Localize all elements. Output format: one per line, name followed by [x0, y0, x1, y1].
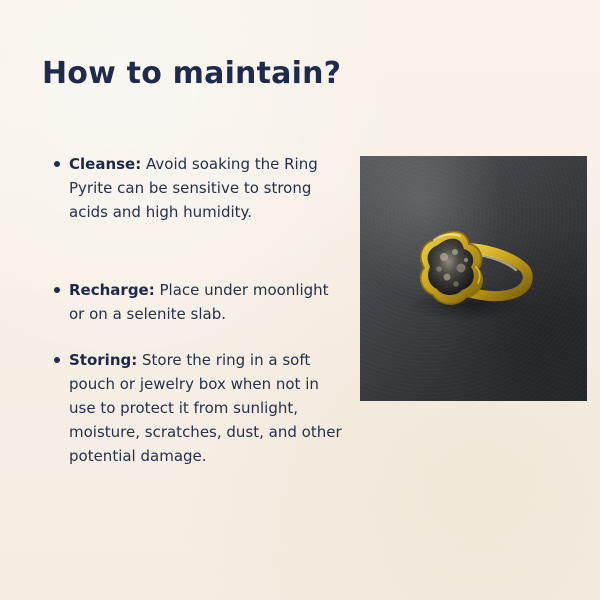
ring-image — [360, 156, 587, 401]
list-item-label: Recharge: — [69, 281, 155, 299]
list-item-label: Cleanse: — [69, 155, 142, 173]
list-item — [54, 348, 344, 468]
ring-photo — [360, 156, 587, 401]
page-title: How to maintain? — [42, 56, 342, 91]
list-item-text: Avoid soaking the Ring Pyrite can be sensitive to strong acids and high humidity. — [69, 155, 318, 221]
list-item-text: Store the ring in a soft pouch or jewelry box when not in use to protect it from sunlight, moisture, scratches, dust, and other potential damage. — [69, 351, 342, 465]
maintenance-list — [54, 152, 344, 468]
list-item-label: Storing: — [69, 351, 138, 369]
list-item — [54, 278, 344, 326]
list-item-text: Place under moonlight or on a selenite slab. — [69, 281, 329, 323]
list-item — [54, 152, 344, 224]
